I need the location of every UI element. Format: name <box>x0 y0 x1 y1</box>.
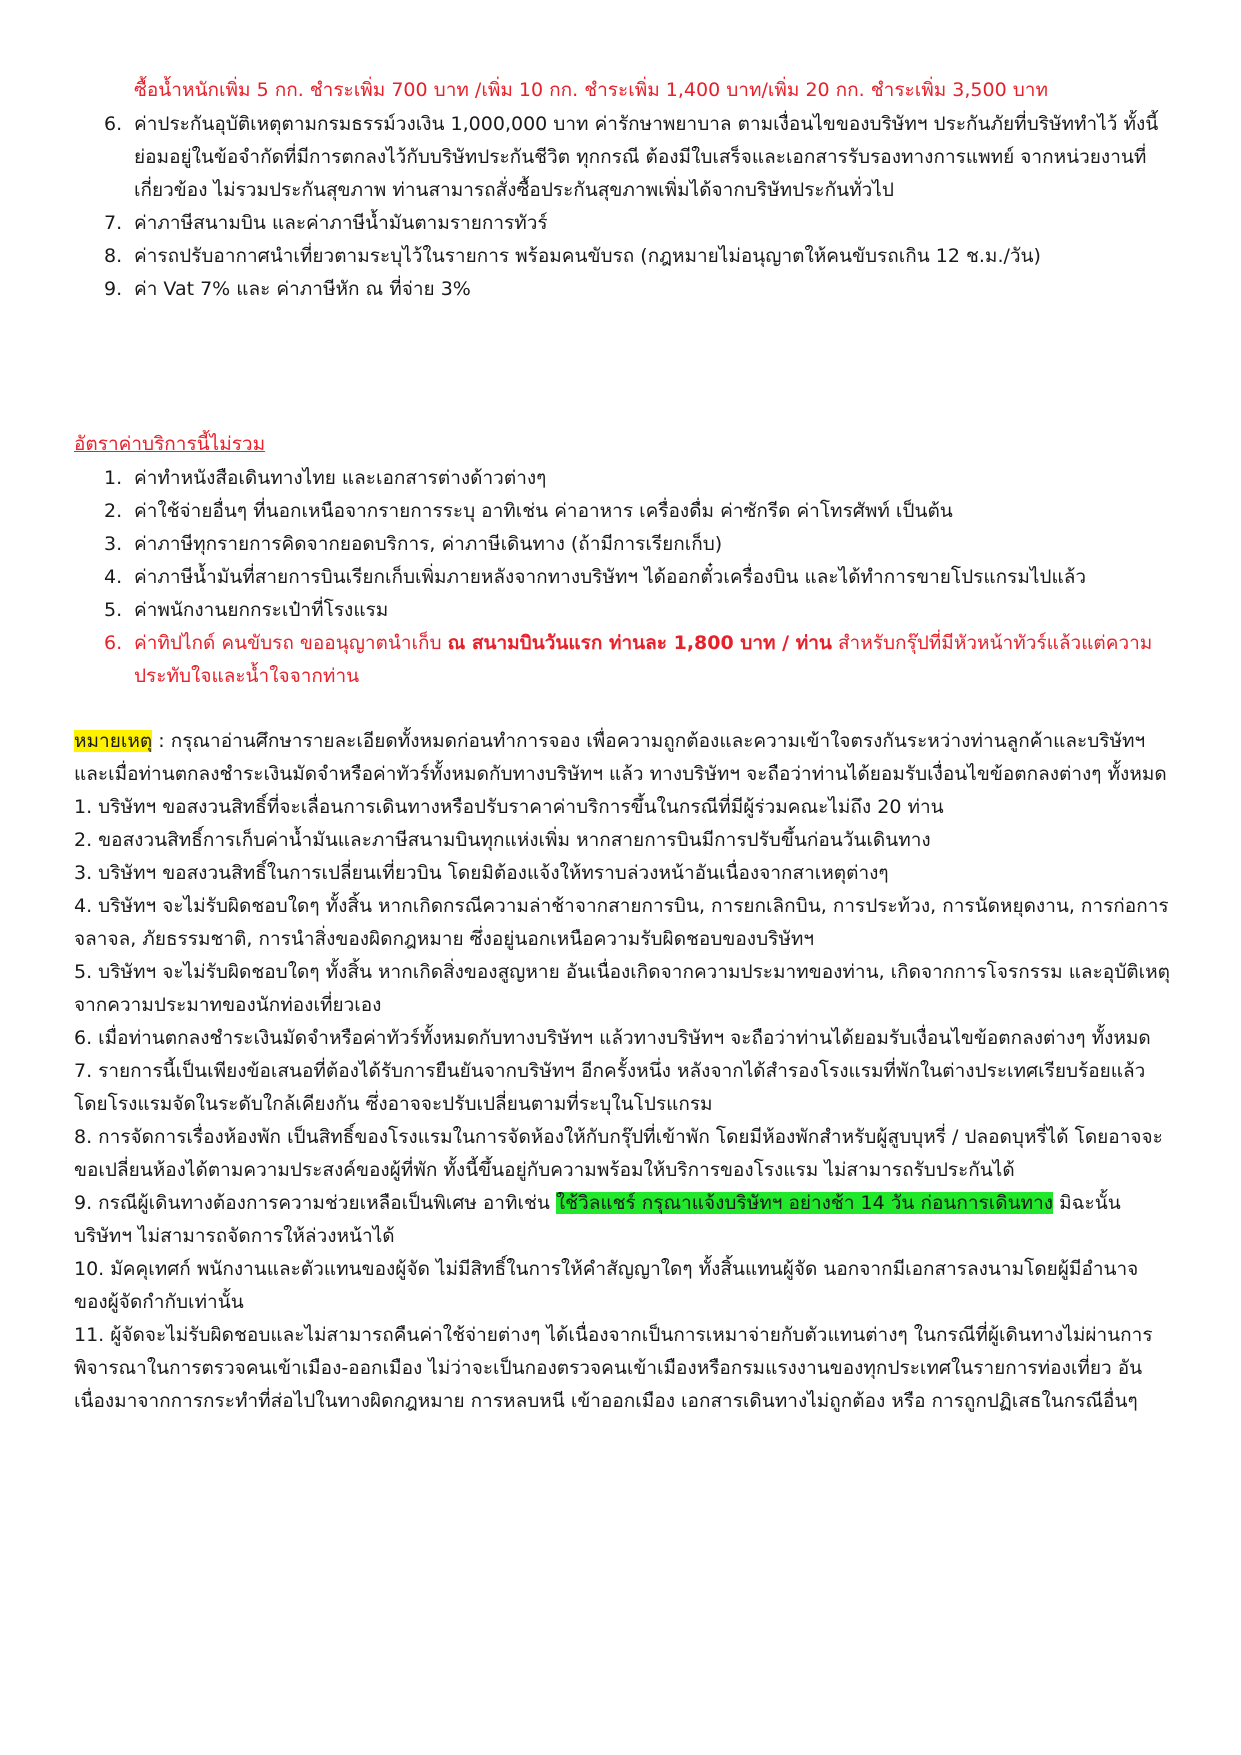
wheelchair-highlight: ใช้วิลแชร์ กรุณาแจ้งบริษัทฯ อย่างช้า 14 วัน ก่อนการเดินทาง <box>555 1192 1054 1214</box>
list-item <box>104 561 1184 594</box>
item-number: 4. <box>104 566 123 588</box>
item-number: 6. <box>104 632 123 654</box>
item-text: ค่าทำหนังสือเดินทางไทย และเอกสารต่างด้าวต่างๆ <box>134 467 547 489</box>
notes-intro <box>74 725 1170 791</box>
note-item9-part2: มิฉะนั้นบริษัทฯ ไม่สามารถจัดการให้ล่วงหน้าได้ <box>74 1192 1121 1247</box>
item-number: 8. <box>104 245 123 267</box>
note-item: 8. การจัดการเรื่องห้องพัก เป็นสิทธิ์ของโรงแรมในการจัดห้องให้กับกรุ๊ปที่เข้าพัก โดยมีห้องพักสำหรับผู้สูบบุหรี่ / ปลอดบุหรี่ได้ โดยอาจจะขอเปลี่ยนห้องได้ตามความประสงค์ของผู้ที่พัก ทั้งนี้ขึ้นอยู่กับความพร้อมให้บริการของโรงแรม ไม่สามารถรับประกันได้ <box>74 1126 1163 1181</box>
note-item: 7. รายการนี้เป็นเพียงข้อเสนอที่ต้องได้รับการยืนยันจากบริษัทฯ อีกครั้งหนึ่ง หลังจากได้สำรองโรงแรมที่พักในต่างประเทศเรียบร้อยแล้ว โดยโรงแรมจัดในระดับใกล้เคียงกัน ซึ่งอาจจะปรับเปลี่ยนตามที่ระบุในโปรแกรม <box>74 1060 1146 1115</box>
tip-text-part1: ค่าทิปไกด์ คนขับรถ ขออนุญาตนำเก็บ <box>134 632 448 654</box>
item-number: 9. <box>104 278 123 300</box>
tip-list-item <box>104 627 1184 693</box>
list-item <box>104 273 1184 306</box>
item-number: 3. <box>104 533 123 555</box>
list-item <box>104 207 1184 240</box>
list-item <box>104 108 1184 207</box>
tip-text-part3: สำหรับกรุ๊ปที่มีหัวหน้าทัวร์แล้วแต่ความประทับใจและน้ำใจจากท่าน <box>134 632 1153 687</box>
list-item <box>104 240 1184 273</box>
list-item <box>104 528 1184 561</box>
item-number: 1. <box>104 467 123 489</box>
list-item <box>104 462 1184 495</box>
item-number: 2. <box>104 500 123 522</box>
tip-amount: ณ สนามบินวันแรก ท่านละ 1,800 บาท / ท่าน <box>447 632 832 654</box>
note-item: 10. มัคคุเทศก์ พนักงานและตัวแทนของผู้จัด ไม่มีสิทธิ์ในการให้คำสัญญาใดๆ ทั้งสิ้นแทนผู้จัด นอกจากมีเอกสารลงนามโดยผู้มีอำนาจของผู้จัดกำกับเท่านั้น <box>74 1258 1139 1313</box>
note-item: 1. บริษัทฯ ขอสงวนสิทธิ์ที่จะเลื่อนการเดินทางหรือปรับราคาค่าบริการขึ้นในกรณีที่มีผู้ร่วมคณะไม่ถึง 20 ท่าน <box>74 796 944 818</box>
excluded-section-title: อัตราค่าบริการนี้ไม่รวม <box>74 433 266 455</box>
notes-label: หมายเหตุ <box>74 730 153 752</box>
item-text: ค่าภาษีน้ำมันที่สายการบินเรียกเก็บเพิ่มภายหลังจากทางบริษัทฯ ได้ออกตั๋วเครื่องบิน และได้ทำการขายโปรแกรมไปแล้ว <box>134 566 1087 588</box>
item-text: ค่าใช้จ่ายอื่นๆ ที่นอกเหนือจากรายการระบุ อาทิเช่น ค่าอาหาร เครื่องดื่ม ค่าซักรีด ค่าโทรศัพท์ เป็นต้น <box>134 500 953 522</box>
item-text: ค่ารถปรับอากาศนำเที่ยวตามระบุไว้ในรายการ พร้อมคนขับรถ (กฎหมายไม่อนุญาตให้คนขับรถเกิน 12 ช.ม./วัน) <box>134 245 1041 267</box>
note-item: 6. เมื่อท่านตกลงชำระเงินมัดจำหรือค่าทัวร์ทั้งหมดกับทางบริษัทฯ แล้วทางบริษัทฯ จะถือว่าท่านได้ยอมรับเงื่อนไขข้อตกลงต่างๆ ทั้งหมด <box>74 1027 1151 1049</box>
note-item: 2. ขอสงวนสิทธิ์การเก็บค่าน้ำมันและภาษีสนามบินทุกแห่งเพิ่ม หากสายการบินมีการปรับขึ้นก่อนวันเดินทาง <box>74 829 931 851</box>
note-item-wheelchair <box>74 1187 1170 1253</box>
excluded-list <box>104 462 1184 693</box>
item-text: ค่าประกันอุบัติเหตุตามกรมธรรม์วงเงิน 1,000,000 บาท ค่ารักษาพยาบาล ตามเงื่อนไขของบริษัทฯ ประกันภัยที่บริษัททำไว้ ทั้งนี้ย่อมอยู่ในข้อจำกัดที่มีการตกลงไว้กับบริษัทประกันชีวิต ทุกกรณี ต้องมีใบเสร็จและเอกสารรับรองทางการแพทย์ จากหน่วยงานที่เกี่ยวข้อง ไม่รวมประกันสุขภาพ ท่านสามารถสั่งซื้อประกันสุขภาพเพิ่มได้จากบริษัทประกันทั่วไป <box>134 113 1159 201</box>
item-text: ค่าภาษีทุกรายการคิดจากยอดบริการ, ค่าภาษีเดินทาง (ถ้ามีการเรียกเก็บ) <box>134 533 723 555</box>
list-item <box>104 594 1184 627</box>
note-item9-part1: 9. กรณีผู้เดินทางต้องการความช่วยเหลือเป็นพิเศษ อาทิเช่น <box>74 1192 556 1214</box>
item-number: 7. <box>104 212 123 234</box>
item-text: ค่าพนักงานยกกระเป๋าที่โรงแรม <box>134 599 389 621</box>
item-text: ค่าภาษีสนามบิน และค่าภาษีน้ำมันตามรายการทัวร์ <box>134 212 548 234</box>
item-text: ค่า Vat 7% และ ค่าภาษีหัก ณ ที่จ่าย 3% <box>134 278 471 300</box>
notes-intro-text: : กรุณาอ่านศึกษารายละเอียดทั้งหมดก่อนทำการจอง เพื่อความถูกต้องและความเข้าใจตรงกันระหว่างท่านลูกค้าและบริษัทฯ และเมื่อท่านตกลงชำระเงินมัดจำหรือค่าทัวร์ทั้งหมดกับทางบริษัทฯ แล้ว ทางบริษัทฯ จะถือว่าท่านได้ยอมรับเงื่อนไขข้อตกลงต่างๆ ทั้งหมด <box>74 730 1167 785</box>
note-item: 3. บริษัทฯ ขอสงวนสิทธิ์ในการเปลี่ยนเที่ยวบิน โดยมิต้องแจ้งให้ทราบล่วงหน้าอันเนื่องจากสาเหตุต่างๆ <box>74 862 889 884</box>
item-number: 6. <box>104 113 123 135</box>
note-item: 11. ผู้จัดจะไม่รับผิดชอบและไม่สามารถคืนค่าใช้จ่ายต่างๆ ได้เนื่องจากเป็นการเหมาจ่ายกับตัวแทนต่างๆ ในกรณีที่ผู้เดินทางไม่ผ่านการพิจารณาในการตรวจคนเข้าเมือง-ออกเมือง ไม่ว่าจะเป็นกองตรวจคนเข้าเมืองหรือกรมแรงงานของทุกประเทศในรายการท่องเที่ยว อันเนื่องมาจากการกระทำที่ส่อไปในทางผิดกฎหมาย การหลบหนี เข้าออกเมือง เอกสารเดินทางไม่ถูกต้อง หรือ การถูกปฏิเสธในกรณีอื่นๆ <box>74 1324 1153 1412</box>
baggage-weight-line: ซื้อน้ำหนักเพิ่ม 5 กก. ชำระเพิ่ม 700 บาท /เพิ่ม 10 กก. ชำระเพิ่ม 1,400 บาท/เพิ่ม 20 กก. ชำระเพิ่ม 3,500 บาท <box>134 79 1048 101</box>
notes-block <box>74 725 1170 1418</box>
note-item: 5. บริษัทฯ จะไม่รับผิดชอบใดๆ ทั้งสิ้น หากเกิดสิ่งของสูญหาย อันเนื่องเกิดจากความประมาทของท่าน, เกิดจากการโจรกรรม และอุบัติเหตุจากความประมาทของนักท่องเที่ยวเอง <box>74 961 1170 1016</box>
list-item <box>104 495 1184 528</box>
included-list <box>104 108 1184 306</box>
note-item: 4. บริษัทฯ จะไม่รับผิดชอบใดๆ ทั้งสิ้น หากเกิดกรณีความล่าช้าจากสายการบิน, การยกเลิกบิน, การประท้วง, การนัดหยุดงาน, การก่อการจลาจล, ภัยธรรมชาติ, การนำสิ่งของผิดกฎหมาย ซึ่งอยู่นอกเหนือความรับผิดชอบของบริษัทฯ <box>74 895 1169 950</box>
item-number: 5. <box>104 599 123 621</box>
